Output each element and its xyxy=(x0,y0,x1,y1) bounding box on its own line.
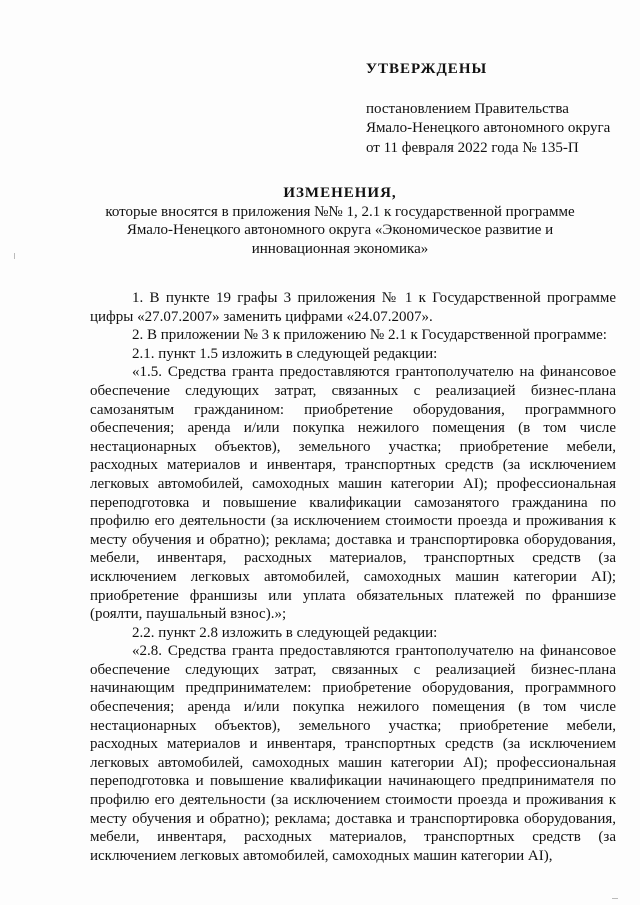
text-line: легковых автомобилей, самоходных машин категории AI); профессиональная xyxy=(90,754,616,771)
scan-mark xyxy=(612,898,618,899)
text-line: 2.2. пункт 2.8 изложить в следующей редакции: xyxy=(132,624,438,641)
text-line: начинающим предпринимателем: приобретение оборудования, программного xyxy=(90,680,616,697)
text-line: «1.5. Средства гранта предоставляются грантополучателю на финансовое xyxy=(132,364,616,381)
scan-mark xyxy=(14,253,15,259)
text-line: расходных материалов и инвентаря, транспортных средств (за исключением xyxy=(90,736,616,753)
paragraph xyxy=(90,363,616,623)
text-line: 2. В приложении № 3 к приложению № 2.1 к Государственной программе: xyxy=(132,327,607,344)
approval-line: Ямало-Ненецкого автономного округа xyxy=(366,120,611,136)
paragraph xyxy=(90,642,616,865)
text-line: цифры «27.07.2007» заменить цифрами «24.07.2007». xyxy=(90,308,433,325)
heading-line: Ямало-Ненецкого автономного округа «Экономическое развитие и xyxy=(126,222,554,238)
text-line: обеспечения; аренда и/или покупка нежилого помещения (в том числе xyxy=(90,699,616,716)
text-line: нестационарных объектов), земельного участка; приобретение мебели, xyxy=(90,438,616,455)
text-line: профилю его деятельности (за исключением стоимости проезда и проживания к xyxy=(90,513,616,530)
approval-title: УТВЕРЖДЕНЫ xyxy=(366,61,488,77)
text-line: обеспечение следующих затрат, связанных с реализацией бизнес-плана xyxy=(90,661,616,678)
text-line: приобретение франшизы или уплата обязательных платежей по франшизе xyxy=(90,587,616,604)
paragraph xyxy=(90,624,616,643)
text-line: обеспечения; аренда и/или покупка нежилого помещения (в том числе xyxy=(90,420,616,437)
text-line: расходных материалов и инвентаря, транспортных средств (за исключением xyxy=(90,457,616,474)
text-line: переподготовка и повышение квалификации самозанятого гражданина по xyxy=(90,494,616,511)
paragraph xyxy=(90,289,616,326)
text-line: месту обучения и обратно); реклама; доставка и транспортировка оборудования, xyxy=(90,810,616,827)
text-line: самозанятым гражданином: приобретение оборудования, программного xyxy=(90,401,616,418)
approval-line: постановлением Правительства xyxy=(366,100,569,117)
heading-title: ИЗМЕНЕНИЯ, xyxy=(283,185,397,201)
text-line: мебели, инвентаря, расходных материалов, транспортных средств (за xyxy=(90,550,616,567)
heading-line: которые вносятся в приложения №№ 1, 2.1 к государственной программе xyxy=(105,203,575,220)
text-line: исключением легковых автомобилей, самоходных машин категории AI), xyxy=(90,847,553,864)
text-line: легковых автомобилей, самоходных машин категории AI); профессиональная xyxy=(90,475,616,492)
text-line: (роялти, паушальный взнос).»; xyxy=(90,606,287,623)
text-line: профилю его деятельности (за исключением стоимости проезда и проживания к xyxy=(90,792,616,809)
approval-block xyxy=(366,60,626,158)
text-line: переподготовка и повышение квалификации начинающего предпринимателя по xyxy=(90,773,616,790)
document-heading xyxy=(60,184,620,258)
text-line: нестационарных объектов), земельного участка; приобретение мебели, xyxy=(90,717,616,734)
heading-line: инновационная экономика» xyxy=(251,240,429,257)
text-line: месту обучения и обратно); реклама; доставка и транспортировка оборудования, xyxy=(90,531,616,548)
text-line: исключением легковых автомобилей, самоходных машин категории AI); xyxy=(90,568,616,585)
text-line: 1. В пункте 19 графы 3 приложения № 1 к Государственной программе xyxy=(132,290,616,306)
approval-line: от 11 февраля 2022 года № 135-П xyxy=(366,139,579,156)
text-line: «2.8. Средства гранта предоставляются грантополучателю на финансовое xyxy=(132,643,616,660)
text-line: 2.1. пункт 1.5 изложить в следующей редакции: xyxy=(132,345,438,362)
document-body xyxy=(90,289,616,865)
paragraph xyxy=(90,326,616,345)
paragraph xyxy=(90,345,616,364)
text-line: обеспечение следующих затрат, связанных с реализацией бизнес-плана xyxy=(90,382,616,399)
text-line: мебели, инвентаря, расходных материалов, транспортных средств (за xyxy=(90,829,616,846)
